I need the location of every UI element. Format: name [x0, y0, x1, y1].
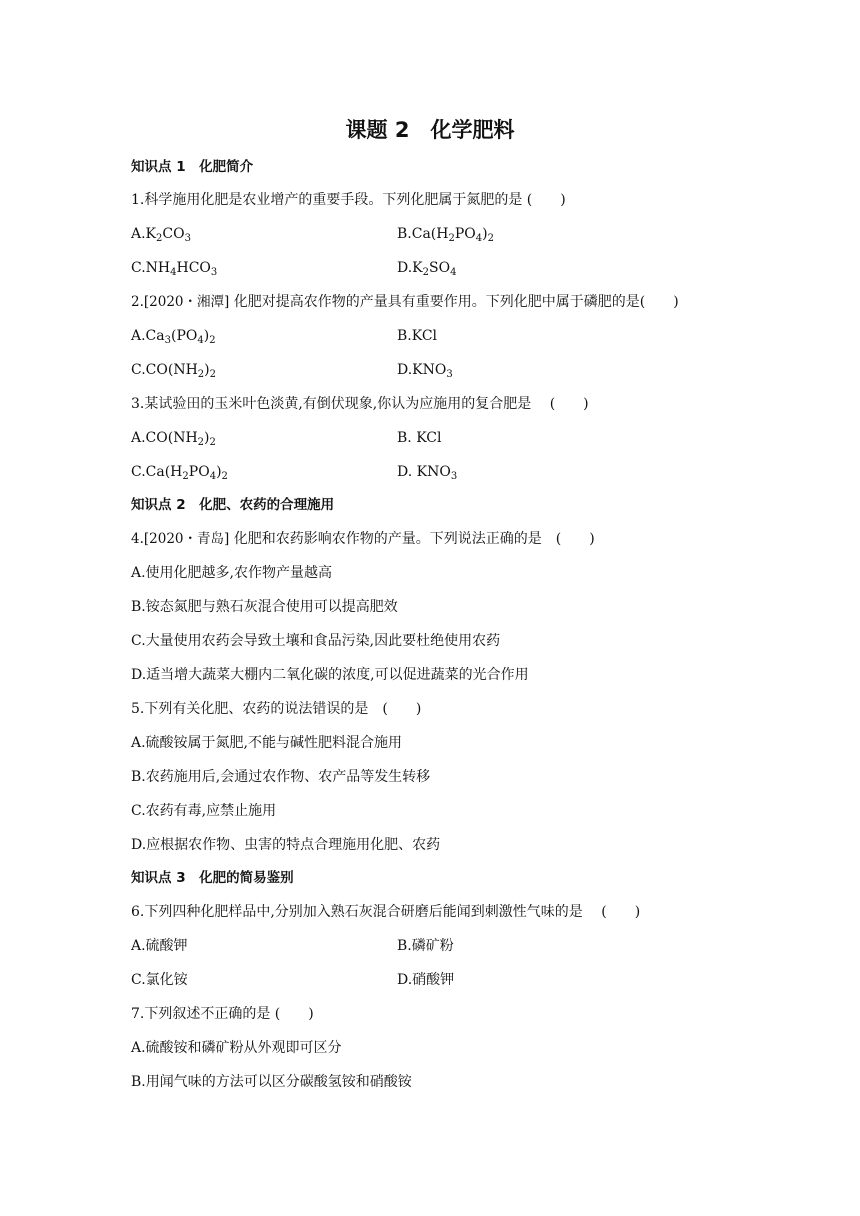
- section-heading-3: 知识点 3 化肥的简易鉴别: [131, 870, 294, 886]
- question-2-option-d: $D.KNO_3$: [397, 362, 453, 380]
- question-2-option-a: $A.Ca_3(PO_4)_2$: [131, 328, 216, 346]
- question-5-option-b: B.农药施用后,会通过农作物、农产品等发生转移: [131, 769, 431, 785]
- question-5-option-a: A.硫酸铵属于氮肥,不能与碱性肥料混合施用: [131, 735, 403, 751]
- section-heading-2: 知识点 2 化肥、农药的合理施用: [131, 497, 335, 513]
- question-3-option-b: B. KCl: [397, 430, 442, 446]
- question-6-option-c: C.氯化铵: [131, 972, 188, 988]
- question-1-option-c: $C.NH_4HCO_3$: [131, 260, 218, 278]
- question-6-option-a: A.硫酸钾: [131, 938, 188, 954]
- question-4-option-c: C.大量使用农药会导致土壤和食品污染,因此要杜绝使用农药: [131, 633, 501, 649]
- question-1-option-b: $B.Ca(H_2PO_4)_2$: [397, 226, 494, 244]
- question-6-option-d: D.硝酸钾: [397, 972, 455, 988]
- question-6-option-b: B.磷矿粉: [397, 938, 454, 954]
- question-3-stem: 3.某试验田的玉米叶色淡黄,有倒伏现象,你认为应施用的复合肥是 ( ): [131, 396, 589, 412]
- question-2-stem: 2.[2020・湘潭] 化肥对提高农作物的产量具有重要作用。下列化肥中属于磷肥的是( ): [131, 294, 679, 310]
- question-4-source: 4.[2020・青岛]: [131, 531, 230, 547]
- question-6-stem: 6.下列四种化肥样品中,分别加入熟石灰混合研磨后能闻到刺激性气味的是 ( ): [131, 904, 641, 920]
- question-2-option-c: $C.CO(NH_2)_2$: [131, 362, 216, 380]
- question-4-stem: 4.[2020・青岛] 化肥和农药影响农作物的产量。下列说法正确的是 ( ): [131, 531, 595, 547]
- question-5-stem: 5.下列有关化肥、农药的说法错误的是 ( ): [131, 701, 422, 717]
- page-title: 课题 2 化学肥料: [345, 118, 515, 142]
- question-7-option-b: B.用闻气味的方法可以区分碳酸氢铵和硝酸铵: [131, 1074, 412, 1090]
- question-2-source: 2.[2020・湘潭]: [131, 294, 230, 310]
- question-3-option-c: $C.Ca(H_2PO_4)_2$: [131, 464, 228, 482]
- question-3-option-d: D. $KNO_3$: [397, 464, 458, 482]
- section-heading-1: 知识点 1 化肥简介: [131, 159, 254, 175]
- question-1-option-a: $A.K_2CO_3$: [131, 226, 191, 244]
- question-1-stem: 1.科学施用化肥是农业增产的重要手段。下列化肥属于氮肥的是 ( ): [131, 192, 566, 208]
- question-7-option-a: A.硫酸铵和磷矿粉从外观即可区分: [131, 1040, 342, 1056]
- question-4-option-a: A.使用化肥越多,农作物产量越高: [131, 565, 333, 581]
- question-2-option-b: B.KCl: [397, 328, 438, 344]
- question-5-option-d: D.应根据农作物、虫害的特点合理施用化肥、农药: [131, 837, 441, 853]
- question-4-option-d: D.适当增大蔬菜大棚内二氧化碳的浓度,可以促进蔬菜的光合作用: [131, 667, 529, 683]
- question-4-option-b: B.铵态氮肥与熟石灰混合使用可以提高肥效: [131, 599, 398, 615]
- question-3-option-a: $A.CO(NH_2)_2$: [131, 430, 216, 448]
- question-5-option-c: C.农药有毒,应禁止施用: [131, 803, 277, 819]
- question-7-stem: 7.下列叙述不正确的是 ( ): [131, 1006, 314, 1022]
- question-1-option-d: $D.K_2SO_4$: [397, 260, 457, 278]
